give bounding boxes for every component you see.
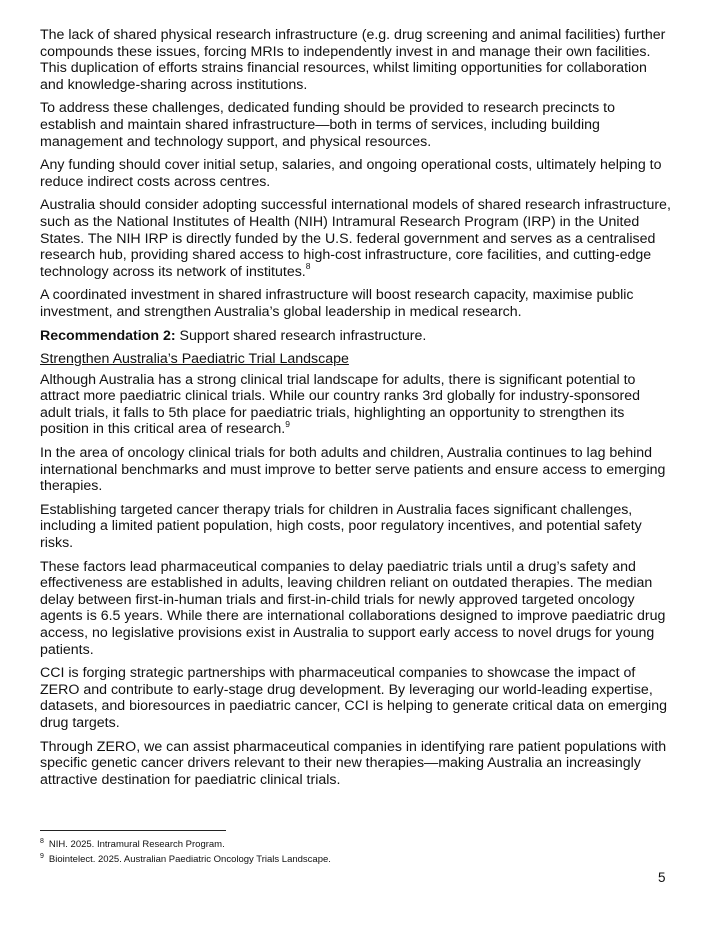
recommendation-text: Support shared research infrastructure. <box>175 327 427 344</box>
paragraph: Any funding should cover initial setup, salaries, and ongoing operational costs, ultimately helping to reduce indirect costs across centres. <box>40 157 662 190</box>
recommendation-label: Recommendation 2: <box>40 327 176 344</box>
paragraph: CCI is forging strategic partnerships with pharmaceutical companies to showcase the impact of ZERO and contribute to early-stage drug development. By leveraging our world-leading expertise, datasets, and bioresources in paediatric cancer, CCI is helping to generate critical data on emerging drug targets. <box>40 665 667 731</box>
paragraph: In the area of oncology clinical trials for both adults and children, Australia continues to lag behind international benchmarks and must improve to better serve patients and ensure access to emerging therapies. <box>40 445 666 495</box>
footnote-text: Biointelect. 2025. Australian Paediatric Oncology Trials Landscape. <box>48 854 331 865</box>
paragraph: Establishing targeted cancer therapy trials for children in Australia faces significant challenges, including a limited patient population, high costs, poor regulatory incentives, and potential safety risks. <box>40 501 642 552</box>
paragraph: Australia should consider adopting successful international models of shared research infrastructure, such as the National Institutes of Health (NIH) Intramural Research Program (IRP) in the United States. The NIH IRP is directly funded by the U.S. federal government and serves as a centralised research hub, providing shared access to high-cost infrastructure, core facilities, and cutting-edge technology across its network of institutes.$^8$ <box>40 197 671 280</box>
document-body <box>40 27 674 795</box>
footnote-text: NIH. 2025. Intramural Research Program. <box>48 839 225 850</box>
footnote-ref[interactable]: 8 <box>305 260 311 271</box>
paragraph: Through ZERO, we can assist pharmaceutical companies in identifying rare patient populations with specific genetic cancer drivers relevant to their new therapies—making Australia an increasingly attractive destination for paediatric clinical trials. <box>40 738 667 788</box>
paragraph: These factors lead pharmaceutical companies to delay paediatric trials until a drug’s safety and effectiveness are established in adults, leaving children reliant on outdated therapies. The median delay between first-in-human trials and first-in-child trials for newly approved targeted oncology agents is 6.5 years. While there are international collaborations designed to improve paediatric drug access, no legislative provisions exist in Australia to support early access to novel drugs for young patients. <box>40 558 666 658</box>
footnote-divider <box>40 830 226 831</box>
section-heading: Strengthen Australia’s Paediatric Trial Landscape <box>40 351 349 368</box>
recommendation <box>40 328 674 345</box>
paragraph: To address these challenges, dedicated funding should be provided to research precincts to establish and maintain shared infrastructure—both in terms of services, including building management and technology support, and physical resources. <box>40 100 615 150</box>
footnote <box>40 852 660 867</box>
footnote-number: 9 <box>40 852 44 860</box>
footnote-number: 8 <box>40 837 44 845</box>
paragraph: The lack of shared physical research infrastructure (e.g. drug screening and animal facilities) further compounds these issues, forcing MRIs to independently invest in and manage their own facilities. This duplication of efforts strains financial resources, whilst limiting opportunities for collaboration and knowledge-sharing across institutions. <box>40 27 666 93</box>
paragraph: A coordinated investment in shared infrastructure will boost research capacity, maximise public investment, and strengthen Australia’s global leadership in medical research. <box>40 287 634 320</box>
paragraph: Although Australia has a strong clinical trial landscape for adults, there is significant potential to attract more paediatric clinical trials. While our country ranks 3rd globally for industry-sponsored adult trials, it falls to 5th place for paediatric trials, highlighting an opportunity to strengthen its position in this critical area of research.$^9$ <box>40 371 641 438</box>
page-number: 5 <box>658 870 666 885</box>
footnotes <box>40 837 660 867</box>
footnote-ref[interactable]: 9 <box>285 418 290 429</box>
footnote <box>40 837 660 852</box>
